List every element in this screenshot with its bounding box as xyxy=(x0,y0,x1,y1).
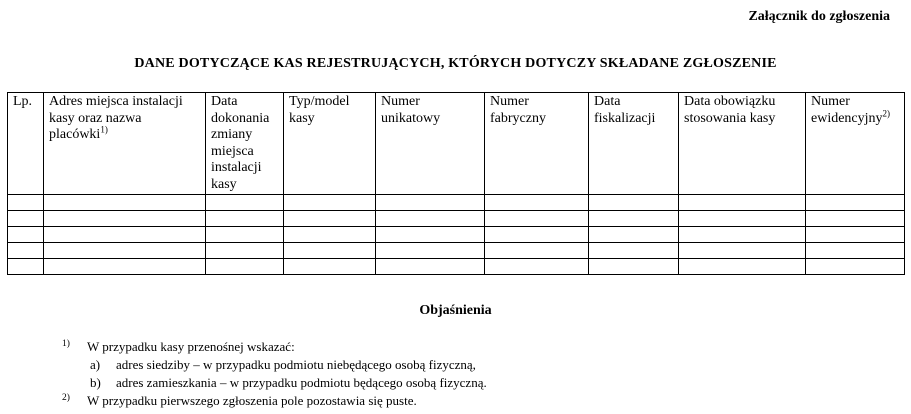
table-cell xyxy=(589,195,679,211)
column-header-data-zmiany xyxy=(206,93,284,195)
column-header-typ-model xyxy=(284,93,376,195)
table-cell xyxy=(485,227,589,243)
table-row xyxy=(8,243,905,259)
table-row xyxy=(8,227,905,243)
table-cell xyxy=(376,211,485,227)
table-cell xyxy=(806,195,905,211)
footnote-text: adres siedziby – w przypadku podmiotu niebędącego osobą fizyczną, xyxy=(116,357,476,372)
footnote-ref-1: 1) xyxy=(100,124,108,135)
table-cell xyxy=(44,243,206,259)
table-row xyxy=(8,211,905,227)
column-header-numer-unikatowy xyxy=(376,93,485,195)
table-cell xyxy=(376,227,485,243)
table-cell xyxy=(589,211,679,227)
table-cell xyxy=(206,243,284,259)
table-cell xyxy=(806,211,905,227)
table-cell xyxy=(44,227,206,243)
column-header-label: Numer ewidencyjny xyxy=(811,94,883,126)
column-header-numer-fabryczny xyxy=(485,93,589,195)
column-header-data-obowiazku xyxy=(679,93,806,195)
footnote-marker: 1) xyxy=(62,339,70,349)
column-header-numer-ewidencyjny xyxy=(806,93,905,195)
table-cell xyxy=(8,227,44,243)
column-header-label: Data obowiązku stosowania kasy xyxy=(684,94,776,126)
table-cell xyxy=(589,243,679,259)
table-cell xyxy=(44,259,206,275)
table-cell xyxy=(589,227,679,243)
column-header-label: Numer unikatowy xyxy=(381,94,441,126)
table-header-row xyxy=(8,93,905,195)
table-cell xyxy=(376,243,485,259)
table-cell xyxy=(8,259,44,275)
column-header-data-fiskalizacji xyxy=(589,93,679,195)
table-cell xyxy=(679,211,806,227)
column-header-label: Numer fabryczny xyxy=(490,94,546,126)
table-cell xyxy=(284,243,376,259)
footnote-text: W przypadku kasy przenośnej wskazać: xyxy=(87,339,295,354)
table-cell xyxy=(679,195,806,211)
table-cell xyxy=(485,259,589,275)
table-cell xyxy=(8,211,44,227)
page-title: DANE DOTYCZĄCE KAS REJESTRUJĄCYCH, KTÓRYCH DOTYCZY SKŁADANE ZGŁOSZENIE xyxy=(134,56,777,71)
table-cell xyxy=(485,211,589,227)
table-cell xyxy=(485,243,589,259)
table-empty-rows xyxy=(8,195,905,275)
table-cell xyxy=(8,195,44,211)
table-cell xyxy=(376,195,485,211)
footnote-1a xyxy=(90,356,487,374)
table-cell xyxy=(206,227,284,243)
table-cell xyxy=(376,259,485,275)
footnote-2 xyxy=(62,392,487,410)
table-cell xyxy=(679,243,806,259)
cash-register-table xyxy=(7,92,905,275)
table-cell xyxy=(679,259,806,275)
column-header-label: Adres miejsca instalacji kasy oraz nazwa placówki xyxy=(49,94,183,142)
footnotes xyxy=(62,338,487,410)
column-header-label: Data fiskalizacji xyxy=(594,94,656,126)
footnote-submarker: b) xyxy=(90,375,101,390)
table-cell xyxy=(806,227,905,243)
table-cell xyxy=(206,195,284,211)
footnote-1 xyxy=(62,338,487,356)
table-cell xyxy=(44,195,206,211)
column-header-lp xyxy=(8,93,44,195)
column-header-label: Data dokonania zmiany miejsca instalacji kasy xyxy=(211,94,270,192)
table-cell xyxy=(284,259,376,275)
footnote-marker: 2) xyxy=(62,393,70,403)
table-cell xyxy=(679,227,806,243)
footnote-text: W przypadku pierwszego zgłoszenia pole pozostawia się puste. xyxy=(87,393,417,408)
table-cell xyxy=(284,211,376,227)
footnote-submarker: a) xyxy=(90,357,101,372)
table-cell xyxy=(44,211,206,227)
column-header-label: Lp. xyxy=(13,94,33,109)
table-cell xyxy=(8,243,44,259)
column-header-adres xyxy=(44,93,206,195)
table-cell xyxy=(206,259,284,275)
footnote-text: adres zamieszkania – w przypadku podmiotu będącego osobą fizyczną. xyxy=(116,375,487,390)
table-cell xyxy=(284,227,376,243)
table-cell xyxy=(206,211,284,227)
table-row xyxy=(8,259,905,275)
table-cell xyxy=(284,195,376,211)
table-row xyxy=(8,195,905,211)
footnote-1b xyxy=(90,374,487,392)
explanations-heading: Objaśnienia xyxy=(419,303,492,318)
footnote-ref-2: 2) xyxy=(882,107,891,118)
attachment-label: Załącznik do zgłoszenia xyxy=(748,9,890,24)
table-cell xyxy=(485,195,589,211)
table-cell xyxy=(589,259,679,275)
column-header-label: Typ/model kasy xyxy=(289,94,350,126)
footnote-1-subitems xyxy=(90,356,487,392)
table-cell xyxy=(806,243,905,259)
table-cell xyxy=(806,259,905,275)
